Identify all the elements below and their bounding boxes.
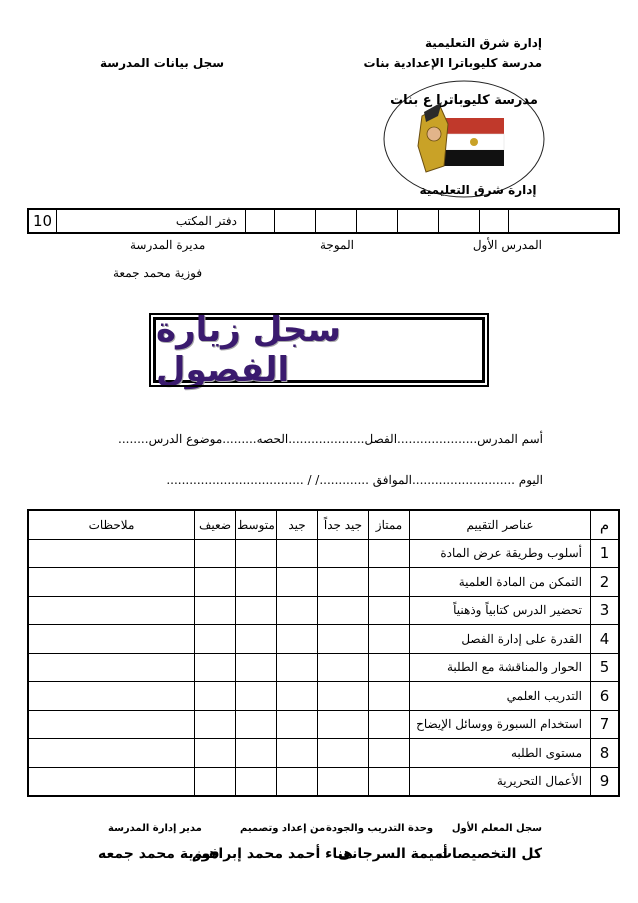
first-teacher-label: المدرس الأول [472,238,542,252]
evaluation-table [27,509,620,797]
col-header-weak: ضعيف [195,510,236,539]
page-title: سجل زيارة الفصول [156,310,341,390]
rating-cell[interactable] [195,596,236,625]
row10-cell[interactable] [275,209,316,233]
table-row [28,739,619,768]
col-header-excellent: ممتاز [369,510,410,539]
school-name: مدرسة كليوباترا الإعدادية بنات [363,56,542,70]
row-number: 9 [591,767,620,796]
table-row [28,767,619,796]
rating-cell[interactable] [318,653,369,682]
notes-cell[interactable] [28,596,195,625]
table-row [28,682,619,711]
col-header-notes: ملاحظات [28,510,195,539]
row10-cell[interactable] [480,209,509,233]
row-number: 4 [591,625,620,654]
rating-cell[interactable] [236,682,277,711]
rating-cell[interactable] [277,596,318,625]
rating-cell[interactable] [277,539,318,568]
row-item: الأعمال التحريرية [410,767,591,796]
row-item: التمكن من المادة العلمية [410,568,591,597]
col-header-item: عناصر التقييم [410,510,591,539]
row10-cell[interactable] [439,209,480,233]
rating-cell[interactable] [195,625,236,654]
rating-cell[interactable] [318,596,369,625]
row-item: القدرة على إدارة الفصل [410,625,591,654]
row-item: استخدام السبورة ووسائل الإيضاح [410,710,591,739]
row-number: 5 [591,653,620,682]
rating-cell[interactable] [195,739,236,768]
notes-cell[interactable] [28,710,195,739]
rating-cell[interactable] [277,568,318,597]
rating-cell[interactable] [369,596,410,625]
col-header-average: متوسط [236,510,277,539]
table-row [28,625,619,654]
row10-cell[interactable] [246,209,275,233]
notes-cell[interactable] [28,767,195,796]
table-row [28,596,619,625]
rating-cell[interactable] [195,653,236,682]
form-line-date[interactable]: اليوم ...........................الموافق ............./ / .................................... [166,473,543,487]
notes-cell[interactable] [28,625,195,654]
rating-cell[interactable] [318,767,369,796]
rating-cell[interactable] [236,539,277,568]
footer-label-prepared-by: من إعداد وتصميم [240,823,326,834]
rating-cell[interactable] [369,739,410,768]
notes-cell[interactable] [28,739,195,768]
rating-cell[interactable] [277,710,318,739]
footer-label-first-teacher: سجل المعلم الأول [451,823,542,834]
page-title-box [153,310,485,390]
notes-cell[interactable] [28,653,195,682]
rating-cell[interactable] [318,682,369,711]
col-header-number: م [591,510,620,539]
notes-cell[interactable] [28,568,195,597]
row-number: 1 [591,539,620,568]
footer-label-training-unit: وحدة التدريب والجودة [326,823,434,834]
row10-cell[interactable] [316,209,357,233]
footer-name-director: فوزية محمد جمعه [98,846,220,862]
rating-cell[interactable] [277,653,318,682]
row10-cell[interactable] [398,209,439,233]
rating-cell[interactable] [369,767,410,796]
rating-cell[interactable] [236,710,277,739]
row-item: الحوار والمناقشة مع الطلبة [410,653,591,682]
rating-cell[interactable] [369,653,410,682]
footer-name-designer: هناء أحمد محمد إبراهيم [192,846,354,862]
logo-bottom-text: إدارة شرق التعليمية [419,183,537,197]
principal-name: فوزية محمد جمعة [113,266,203,280]
rating-cell[interactable] [277,767,318,796]
row-item: التدريب العلمي [410,682,591,711]
rating-cell[interactable] [236,596,277,625]
row-number: 3 [591,596,620,625]
footer-label-school-director: مدير إدارة المدرسة [108,823,202,834]
school-logo [382,76,546,202]
row-item: أسلوب وطريقة عرض المادة [410,539,591,568]
rating-cell[interactable] [277,739,318,768]
rating-cell[interactable] [318,625,369,654]
rating-cell[interactable] [277,682,318,711]
row10-cell[interactable] [509,209,620,233]
rating-cell[interactable] [195,539,236,568]
notes-cell[interactable] [28,682,195,711]
rating-cell[interactable] [318,710,369,739]
rating-cell[interactable] [236,568,277,597]
footer-name-specializations: كل التخصيصات [437,846,542,862]
row-number: 8 [591,739,620,768]
row-item: مستوى الطلبه [410,739,591,768]
rating-cell[interactable] [236,625,277,654]
row-number: 7 [591,710,620,739]
supervisor-label: الموجة [320,238,354,252]
rating-cell[interactable] [318,568,369,597]
logo-top-text: مدرسة كليوباترا ع بنات [390,93,538,108]
rating-cell[interactable] [236,739,277,768]
row10-label: دفتر المكتب [57,209,246,233]
record-title: سجل بيانات المدرسة [100,56,225,70]
rating-cell[interactable] [318,739,369,768]
row10-number: 10 [28,209,57,233]
table-row [28,539,619,568]
rating-cell[interactable] [318,539,369,568]
rating-cell[interactable] [369,568,410,597]
rating-cell[interactable] [195,710,236,739]
table-row [28,653,619,682]
rating-cell[interactable] [277,625,318,654]
row-number: 6 [591,682,620,711]
rating-cell[interactable] [369,539,410,568]
rating-cell[interactable] [369,682,410,711]
table-row [28,710,619,739]
row-item: تحضير الدرس كتابياً وذهنياً [410,596,591,625]
col-header-very-good: جيد جداً [318,510,369,539]
col-header-good: جيد [277,510,318,539]
rating-cell[interactable] [195,767,236,796]
row10-cell[interactable] [357,209,398,233]
admin-name: إدارة شرق التعليمية [424,36,542,50]
rating-cell[interactable] [369,710,410,739]
rating-cell[interactable] [236,767,277,796]
evaluation-header-row [28,510,619,539]
row-number: 2 [591,568,620,597]
rating-cell[interactable] [195,568,236,597]
rating-cell[interactable] [369,625,410,654]
office-record-row [27,208,620,234]
rating-cell[interactable] [195,682,236,711]
footer-name-training: أميمة السرجانى [338,846,448,862]
principal-label: مديرة المدرسة [130,238,206,252]
notes-cell[interactable] [28,539,195,568]
table-row [28,568,619,597]
form-line-teacher[interactable]: أسم المدرس.....................الفصل....................الحصه.........موضوع الدرس........ [118,432,543,446]
rating-cell[interactable] [236,653,277,682]
